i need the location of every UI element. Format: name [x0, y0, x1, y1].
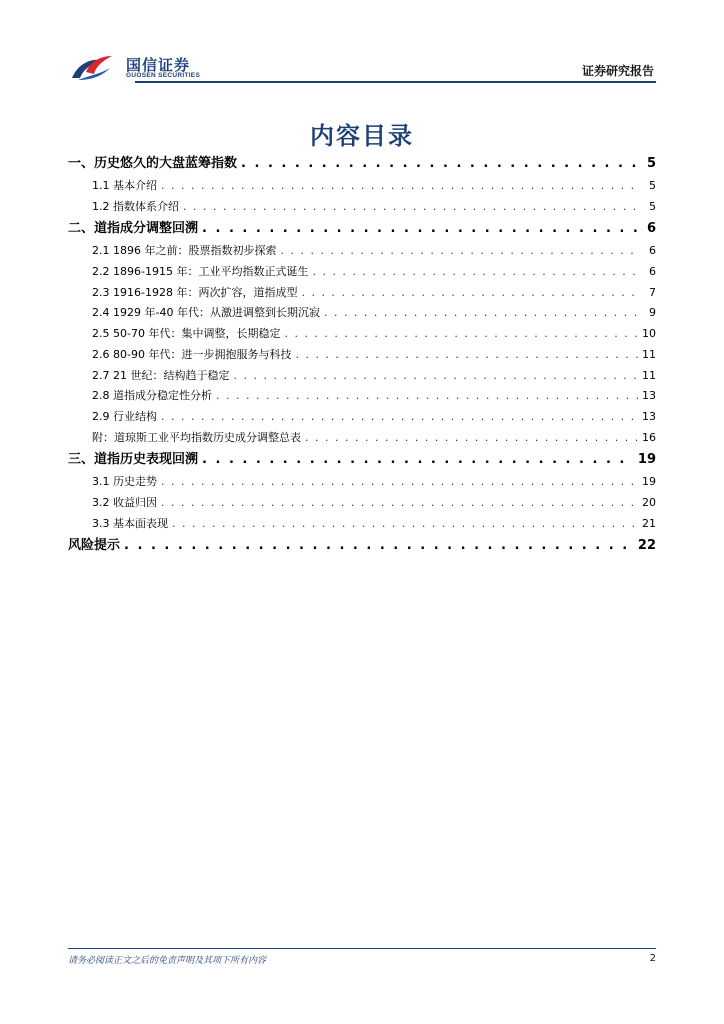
- dot-leader: [183, 197, 638, 218]
- dot-leader: [161, 407, 638, 428]
- toc-entry-page: 5: [649, 179, 656, 192]
- toc-entry-label: 2.6 80-90 年代：进一步拥抱服务与科技: [92, 347, 292, 361]
- toc-entry[interactable]: [68, 472, 656, 493]
- toc-entry-page: 5: [646, 156, 656, 171]
- toc-entry-page: 22: [637, 538, 656, 554]
- toc-entry-label: 2.3 1916-1928 年：两次扩容，道指成型: [92, 285, 298, 299]
- table-of-contents: [68, 152, 656, 558]
- toc-entry-page: 7: [649, 285, 656, 299]
- toc-entry-page: 5: [649, 199, 656, 213]
- logo-chinese-name: 国信证券: [126, 56, 191, 74]
- page-header: [68, 48, 656, 82]
- dot-leader: [172, 514, 638, 535]
- toc-entry[interactable]: [68, 407, 656, 428]
- toc-entry[interactable]: [68, 176, 656, 197]
- toc-entry[interactable]: [68, 152, 656, 176]
- toc-entry[interactable]: [68, 448, 656, 472]
- toc-entry[interactable]: [68, 345, 656, 366]
- toc-entry-page: 19: [637, 452, 656, 468]
- toc-entry[interactable]: [68, 324, 656, 345]
- toc-entry[interactable]: [68, 386, 656, 407]
- toc-entry[interactable]: [68, 197, 656, 218]
- toc-entry-label: 2.4 1929 年-40 年代：从激进调整到长期沉寂: [92, 306, 320, 320]
- toc-entry-label: 1.1 基本介绍: [92, 179, 157, 192]
- page-number: 2: [649, 953, 656, 964]
- company-logo: [70, 50, 210, 82]
- toc-entry-label: 3.2 收益归因: [92, 495, 157, 509]
- dot-leader: [202, 448, 634, 472]
- toc-entry-page: 11: [642, 347, 656, 361]
- toc-entry[interactable]: [68, 428, 656, 449]
- dot-leader: [305, 428, 638, 449]
- toc-entry[interactable]: [68, 262, 656, 283]
- toc-entry[interactable]: [68, 217, 656, 241]
- toc-entry-page: 13: [642, 389, 656, 403]
- toc-entry[interactable]: [68, 303, 656, 324]
- page-footer: [68, 948, 656, 968]
- toc-entry-label: 三、道指历史表现回溯: [68, 452, 199, 468]
- toc-entry[interactable]: [68, 514, 656, 535]
- toc-entry-page: 20: [642, 495, 656, 509]
- toc-entry-label: 3.1 历史走势: [92, 475, 157, 489]
- dot-leader: [295, 345, 638, 366]
- dot-leader: [241, 152, 638, 176]
- toc-entry-page: 19: [642, 475, 656, 489]
- toc-entry-label: 2.1 1896 年之前：股票指数初步探索: [92, 244, 277, 258]
- dot-leader: [312, 262, 638, 283]
- footer-divider: [68, 948, 656, 949]
- dot-leader: [161, 493, 638, 514]
- report-type-label: 证券研究报告: [581, 64, 654, 78]
- toc-entry-label: 2.8 道指成分稳定性分析: [92, 389, 212, 403]
- disclaimer-notice: 请务必阅读正文之后的免责声明及其项下所有内容: [68, 956, 267, 966]
- dot-leader: [161, 176, 638, 197]
- toc-entry-label: 1.2 指数体系介绍: [92, 199, 179, 213]
- toc-entry-page: 11: [642, 368, 656, 382]
- dot-leader: [161, 472, 638, 493]
- toc-entry[interactable]: [68, 493, 656, 514]
- dot-leader: [284, 324, 638, 345]
- toc-entry-page: 16: [642, 430, 656, 444]
- toc-entry-page: 6: [646, 221, 656, 237]
- toc-entry-page: 9: [649, 306, 656, 320]
- toc-entry-label: 2.2 1896-1915 年：工业平均指数正式诞生: [92, 265, 309, 279]
- logo-english-name: GUOSEN SECURITIES: [126, 72, 201, 79]
- dot-leader: [301, 283, 638, 304]
- toc-entry-label: 3.3 基本面表现: [92, 516, 168, 530]
- toc-entry[interactable]: [68, 283, 656, 304]
- toc-entry-page: 13: [642, 409, 656, 423]
- toc-entry-label: 2.7 21 世纪：结构趋于稳定: [92, 368, 230, 382]
- toc-title: 内容目录: [310, 122, 414, 150]
- dot-leader: [280, 241, 638, 262]
- toc-entry-page: 6: [649, 244, 656, 258]
- toc-entry-label: 2.5 50-70 年代：集中调整，长期稳定: [92, 327, 281, 341]
- toc-entry[interactable]: [68, 241, 656, 262]
- toc-entry-label: 一、历史悠久的大盘蓝筹指数: [68, 156, 238, 171]
- toc-entry-page: 6: [649, 265, 656, 279]
- toc-entry-label: 风险提示: [68, 538, 121, 554]
- header-divider: [135, 81, 656, 83]
- toc-entry-page: 10: [642, 327, 656, 341]
- dot-leader: [324, 303, 638, 324]
- toc-entry[interactable]: [68, 366, 656, 387]
- toc-entry[interactable]: [68, 534, 656, 558]
- dot-leader: [233, 366, 638, 387]
- guosen-logo-icon: [70, 50, 114, 82]
- toc-entry-label: 附：道琼斯工业平均指数历史成分调整总表: [92, 430, 301, 444]
- dot-leader: [124, 534, 634, 558]
- toc-entry-page: 21: [642, 516, 656, 530]
- dot-leader: [202, 217, 638, 241]
- toc-entry-label: 2.9 行业结构: [92, 409, 157, 423]
- dot-leader: [216, 386, 638, 407]
- toc-entry-label: 二、道指成分调整回溯: [68, 221, 199, 237]
